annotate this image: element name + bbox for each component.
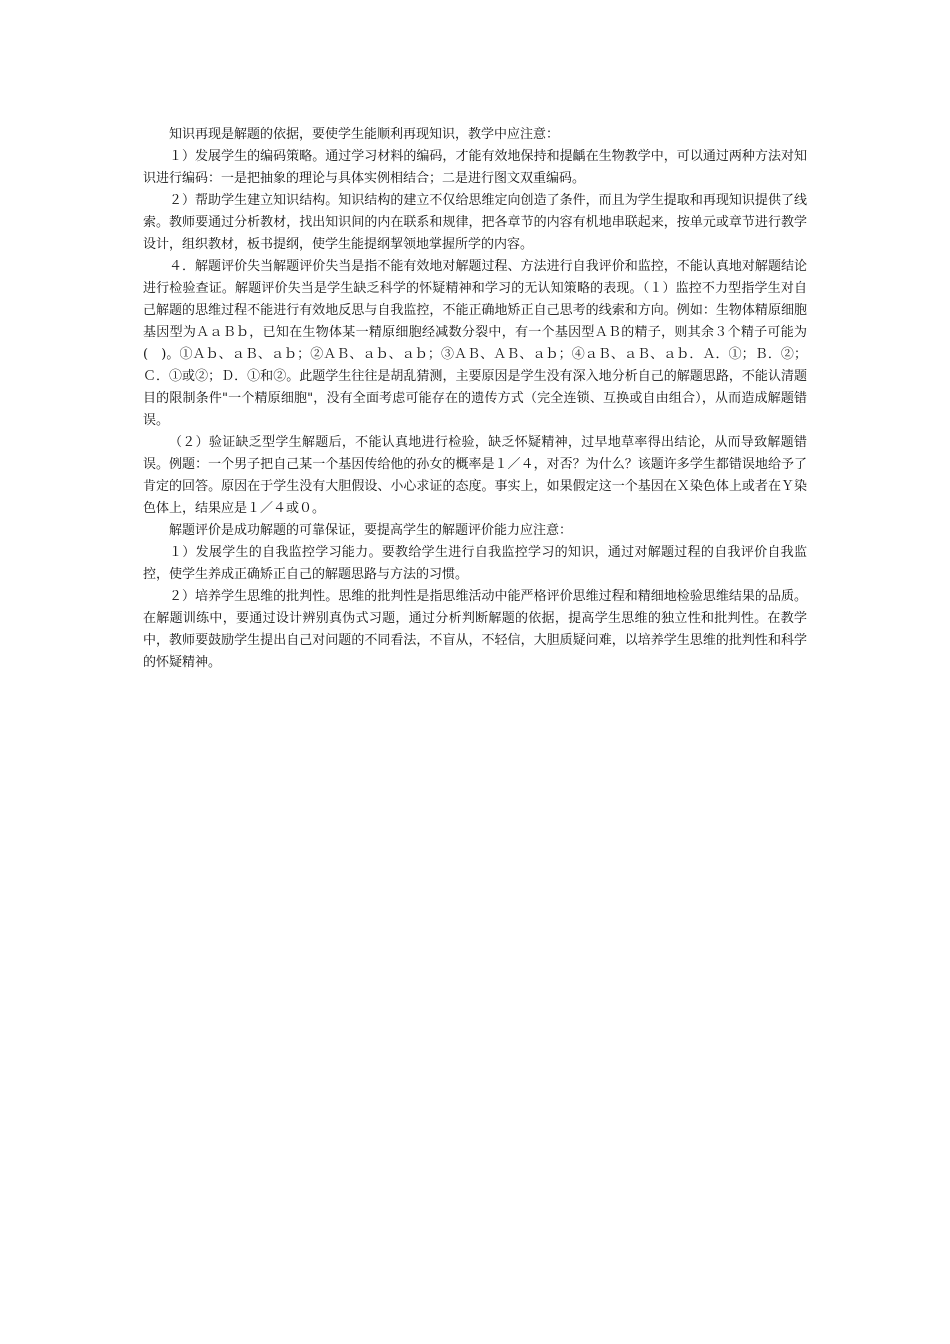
paragraph-evaluation-intro: 解题评价是成功解题的可靠保证，要提高学生的解题评价能力应注意：: [169, 523, 573, 538]
paragraph-knowledge-structure: ２）帮助学生建立知识结构。知识结构的建立不仅给思维定向创造了条件，而且为学生提取和再现知识提供了线索。教师要通过分析教材，找出知识间的内在联系和规律，把各章节的内容有机地串联起来，按单元或章节进行教学设计，组织教材，板书提纲，使学生能提纲挈领地掌握所学的内容。: [143, 193, 807, 252]
paragraph-evaluation-failure: ４．解题评价失当解题评价失当是指不能有效地对解题过程、方法进行自我评价和监控，不能认真地对解题结论进行检验查证。解题评价失当是学生缺乏科学的怀疑精神和学习的无认知策略的表现。（１）监控不力型指学生对自己解题的思维过程不能进行有效地反思与自我监控，不能正确地矫正自己思考的线索和方向。例如：生物体精原细胞基因型为ＡａＢｂ，已知在生物体某一精原细胞经减数分裂中，有一个基因型ＡＢ的精子，则其余３个精子可能为( )。①Ａｂ、ａＢ、ａｂ；②ＡＢ、ａｂ、ａｂ；③ＡＢ、ＡＢ、ａｂ；④ａＢ、ａＢ、ａｂ．Ａ．①；Ｂ．②；Ｃ．①或②；Ｄ．①和②。此题学生往往是胡乱猜测，主要原因是学生没有深入地分析自己的解题思路，不能认清题目的限制条件"一个精原细胞"，没有全面考虑可能存在的遗传方式（完全连锁、互换或自由组合），从而造成解题错误。: [143, 259, 807, 428]
paragraph-encoding-strategy: １）发展学生的编码策略。通过学习材料的编码，才能有效地保持和提齲在生物教学中，可以通过两种方法对知识进行编码：一是把抽象的理论与具体实例相结合；二是进行图文双重编码。: [143, 149, 807, 186]
paragraph-self-monitoring: １）发展学生的自我监控学习能力。要教给学生进行自我监控学习的知识，通过对解题过程的自我评价自我监控，使学生养成正确矫正自己的解题思路与方法的习惯。: [143, 545, 807, 582]
paragraph-verification-lacking: （２）验证缺乏型学生解题后，不能认真地进行检验，缺乏怀疑精神，过早地草率得出结论，从而导致解题错误。例题：一个男子把自己某一个基因传给他的孙女的概率是１／４，对否？为什么？该题许多学生都错误地给予了肯定的回答。原因在于学生没有大胆假设、小心求证的态度。事实上，如果假定这一个基因在Ｘ染色体上或者在Ｙ染色体上，结果应是１／４或０。: [143, 435, 807, 516]
document-body: [143, 124, 807, 674]
paragraph-critical-thinking: ２）培养学生思维的批判性。思维的批判性是指思维活动中能严格评价思维过程和精细地检验思维结果的品质。在解题训练中，要通过设计辨别真伪式习题，通过分析判断解题的依据，提高学生思维的独立性和批判性。在教学中，教师要鼓励学生提出自己对问题的不同看法，不盲从，不轻信，大胆质疑问难，以培养学生思维的批判性和科学的怀疑精神。: [143, 589, 807, 670]
paragraph-knowledge-recall-intro: 知识再现是解题的依据，要使学生能顺利再现知识，教学中应注意：: [169, 127, 560, 142]
